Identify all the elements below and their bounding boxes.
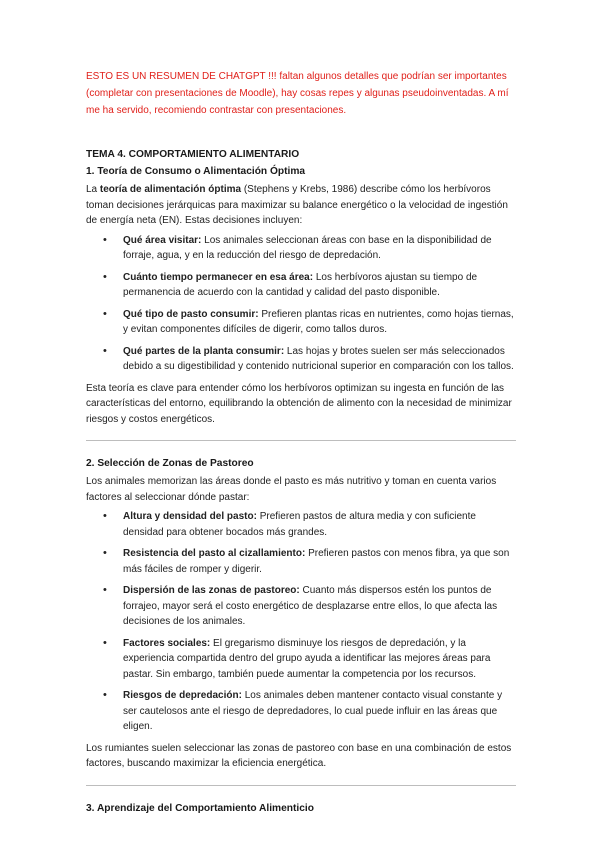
list-item: • Resistencia del pasto al cizallamiento: Prefieren pastos con menos fibra, ya que son más fáciles de romper y digerir. [86, 546, 516, 577]
section-2-heading: 2. Selección de Zonas de Pastoreo [86, 458, 254, 469]
document-content [86, 68, 516, 819]
section-3-heading: 3. Aprendizaje del Comportamiento Alimenticio [86, 802, 314, 814]
list-item: • Qué partes de la planta consumir: Las hojas y brotes suelen ser más seleccionados debido a su digestibilidad y contenido nutricional superior en comparación con los tallos. [86, 344, 516, 375]
topic-title: TEMA 4. COMPORTAMIENTO ALIMENTARIO [86, 149, 300, 160]
chatgpt-warning-note: ESTO ES UN RESUMEN DE CHATGPT !!! faltan algunos detalles que podrían ser importantes (completar con presentaciones de Moodle), hay cosas repes y algunas pseudoinventadas. A mí me ha servido, recomiendo contrastar con presentaciones. [86, 71, 509, 116]
section-divider [86, 440, 516, 441]
section-divider [86, 785, 516, 786]
list-item: • Riesgos de depredación: Los animales deben mantener contacto visual constante y ser cautelosos ante el riesgo de depredadores, lo cual puede influir en las áreas que eligen. [86, 688, 516, 735]
list-item: • Factores sociales: El gregarismo disminuye los riesgos de depredación, y la experiencia compartida dentro del grupo ayuda a identificar las mejores áreas para pastar. Sin embargo, también puede aumentar la competencia por los recursos. [86, 636, 516, 683]
list-item: • Cuánto tiempo permanecer en esa área: Los herbívoros ajustan su tiempo de permanencia de acuerdo con la cantidad y calidad del pasto disponible. [86, 270, 516, 301]
list-item: • Altura y densidad del pasto: Prefieren pastos de altura media y con suficiente densidad para obtener bocados más grandes. [86, 509, 516, 540]
list-item: • Qué tipo de pasto consumir: Prefieren plantas ricas en nutrientes, como hojas tiernas, y evitan componentes difíciles de digerir, como tallos duros. [86, 307, 516, 338]
section-1-intro: La teoría de alimentación óptima (Stephens y Krebs, 1986) describe cómo los herbívoros toman decisiones jerárquicas para maximizar su balance energético o la velocidad de ingestión de energía neta (EN). Estas decisiones incluyen: [86, 184, 508, 226]
section-1-intro-term: teoría de alimentación óptima [99, 184, 242, 195]
section-2-conclusion: Los rumiantes suelen seleccionar las zonas de pastoreo con base en una combinación de estos factores, buscando maximizar la eficiencia energética. [86, 742, 512, 769]
section-2-list [86, 509, 516, 735]
list-item: • Dispersión de las zonas de pastoreo: Cuanto más dispersos estén los puntos de forrajeo, mayor será el costo energético de desplazarse entre ellos, lo que afecta las decisiones de los animales. [86, 583, 516, 630]
list-item: • Qué área visitar: Los animales seleccionan áreas con base en la disponibilidad de forraje, agua, y en la reducción del riesgo de depredación. [86, 233, 516, 264]
section-1-heading: 1. Teoría de Consumo o Alimentación Óptima [86, 166, 306, 177]
section-2-intro: Los animales memorizan las áreas donde el pasto es más nutritivo y toman en cuenta varios factores al seleccionar dónde pastar: [86, 476, 497, 503]
section-1-list [86, 233, 516, 375]
section-1-conclusion: Esta teoría es clave para entender cómo los herbívoros optimizan su ingesta en función de las características del entorno, equilibrando la obtención de alimento con la necesidad de minimizar riesgos y costos energéticos. [86, 382, 512, 425]
